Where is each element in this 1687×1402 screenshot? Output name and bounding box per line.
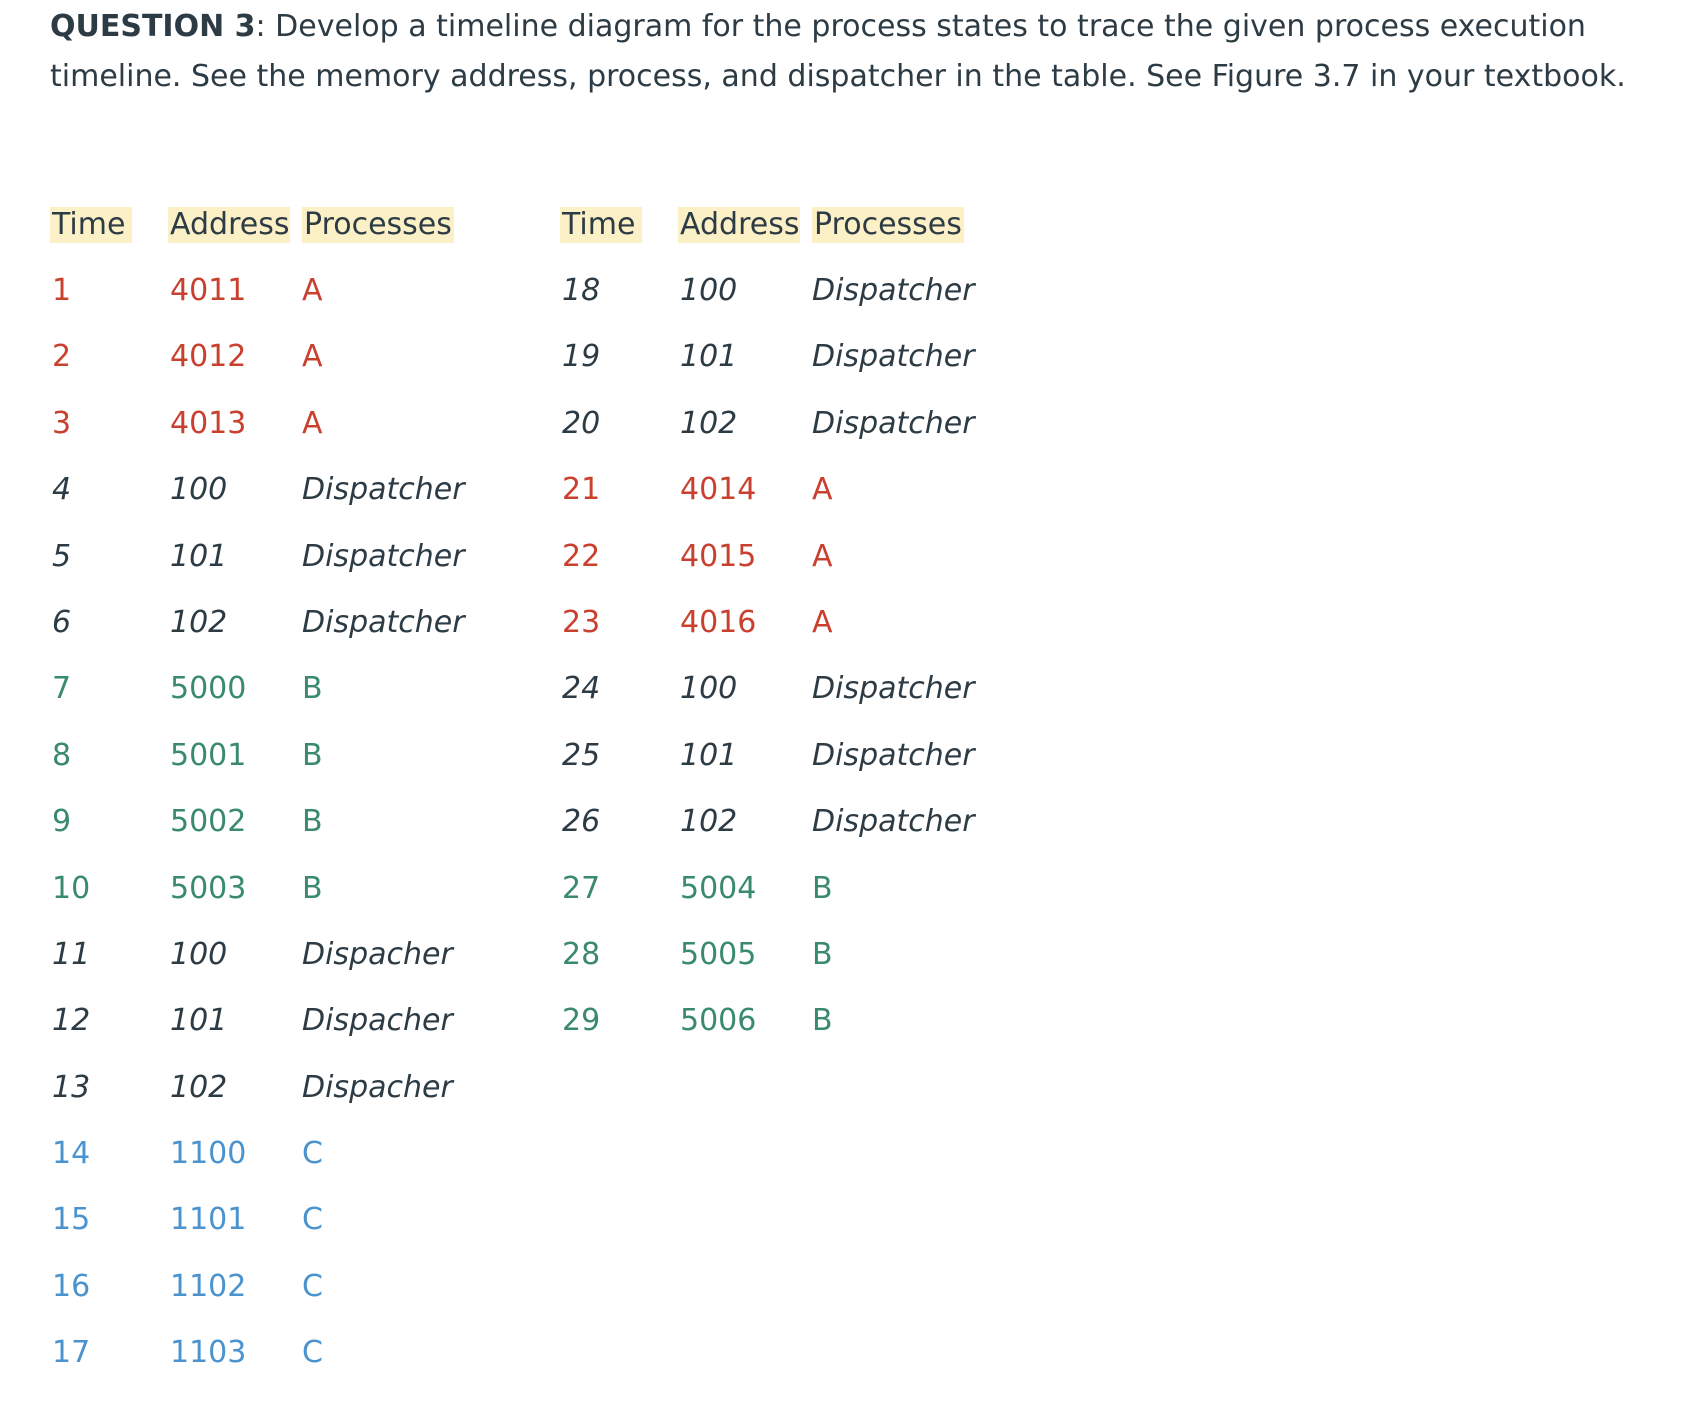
process-cell: B xyxy=(302,870,323,906)
time-cell: 5 xyxy=(52,538,72,574)
address-cell: 100 xyxy=(680,671,738,707)
process-cell: Dispatcher xyxy=(812,339,975,375)
time-cell: 3 xyxy=(52,405,72,441)
process-cell: A xyxy=(302,405,323,441)
time-cell: 8 xyxy=(52,737,72,773)
process-cell: C xyxy=(302,1268,323,1304)
address-cell: 5000 xyxy=(170,671,247,707)
time-cell: 25 xyxy=(562,737,601,773)
address-cell: 4012 xyxy=(170,339,247,375)
process-cell: A xyxy=(302,339,323,375)
address-cell: 1103 xyxy=(170,1335,247,1371)
address-cell: 5002 xyxy=(170,804,247,840)
time-cell: 19 xyxy=(562,339,601,375)
address-cell: 4016 xyxy=(680,604,757,640)
time-cell: 1 xyxy=(52,273,72,308)
time-cell: 4 xyxy=(52,472,72,508)
address-cell: 100 xyxy=(170,472,228,508)
address-cell: 1102 xyxy=(170,1268,247,1304)
header-address: Address xyxy=(680,207,800,242)
address-cell: 4011 xyxy=(170,273,247,308)
process-cell: B xyxy=(302,804,323,840)
address-cell: 102 xyxy=(680,804,738,840)
process-cell: B xyxy=(812,936,833,972)
time-cell: 23 xyxy=(562,604,601,640)
process-cell: C xyxy=(302,1202,323,1238)
address-cell: 102 xyxy=(170,1069,228,1105)
time-cell: 18 xyxy=(562,273,601,308)
time-cell: 26 xyxy=(562,804,601,840)
process-cell: B xyxy=(302,671,323,707)
process-cell: A xyxy=(812,604,833,640)
address-cell: 101 xyxy=(680,737,738,773)
process-cell: C xyxy=(302,1136,323,1172)
address-cell: 1101 xyxy=(170,1202,247,1238)
address-cell: 101 xyxy=(680,339,738,375)
process-cell: C xyxy=(302,1335,323,1371)
process-cell: Dispatcher xyxy=(302,472,465,508)
address-cell: 101 xyxy=(170,538,228,574)
header-processes: Processes xyxy=(302,207,454,243)
process-cell: Dispacher xyxy=(302,936,453,972)
process-cell: Dispatcher xyxy=(812,737,975,773)
time-cell: 22 xyxy=(562,538,601,574)
address-cell: 102 xyxy=(680,405,738,441)
header-time: Time xyxy=(560,207,642,243)
header-time: Time xyxy=(50,207,132,243)
process-cell: B xyxy=(812,1003,833,1039)
time-cell: 16 xyxy=(52,1268,91,1304)
time-cell: 15 xyxy=(52,1202,91,1238)
address-cell: 4013 xyxy=(170,405,247,441)
process-cell: B xyxy=(812,870,833,906)
question-body: : Develop a timeline diagram for the process states to trace the given process execution timeline. See the memory address, process, and dispatcher in the table. See Figure 3.7 in your textbook. xyxy=(50,9,1626,94)
process-cell: Dispatcher xyxy=(302,538,465,574)
time-cell: 7 xyxy=(52,671,72,707)
process-cell: Dispatcher xyxy=(812,405,975,441)
time-cell: 28 xyxy=(562,936,601,972)
address-cell: 5003 xyxy=(170,870,247,906)
time-cell: 24 xyxy=(562,671,601,707)
address-cell: 5001 xyxy=(170,737,247,773)
time-cell: 11 xyxy=(52,936,91,972)
time-cell: 12 xyxy=(52,1003,91,1039)
process-cell: Dispatcher xyxy=(812,273,975,308)
time-cell: 2 xyxy=(52,339,72,375)
time-cell: 6 xyxy=(52,604,72,640)
process-cell: Dispacher xyxy=(302,1003,453,1039)
time-cell: 21 xyxy=(562,472,601,508)
address-cell: 5004 xyxy=(680,870,757,906)
address-cell: 4014 xyxy=(680,472,757,508)
process-cell: A xyxy=(812,538,833,574)
address-cell: 5006 xyxy=(680,1003,757,1039)
process-cell: A xyxy=(302,273,323,308)
time-cell: 29 xyxy=(562,1003,601,1039)
process-cell: Dispatcher xyxy=(812,671,975,707)
header-processes: Processes xyxy=(812,207,964,243)
address-cell: 102 xyxy=(170,604,228,640)
address-cell: 100 xyxy=(680,273,738,308)
process-cell: Dispacher xyxy=(302,1069,453,1105)
time-cell: 14 xyxy=(52,1136,91,1172)
time-cell: 13 xyxy=(52,1069,91,1105)
address-cell: 1100 xyxy=(170,1136,247,1172)
time-cell: 17 xyxy=(52,1335,91,1371)
address-cell: 101 xyxy=(170,1003,228,1039)
time-cell: 20 xyxy=(562,405,601,441)
address-cell: 100 xyxy=(170,936,228,972)
address-cell: 5005 xyxy=(680,936,757,972)
process-cell: Dispatcher xyxy=(812,804,975,840)
process-cell: B xyxy=(302,737,323,773)
address-cell: 4015 xyxy=(680,538,757,574)
time-cell: 9 xyxy=(52,804,72,840)
header-address: Address xyxy=(170,207,290,242)
question-label: QUESTION 3 xyxy=(50,9,256,44)
process-cell: A xyxy=(812,472,833,508)
time-cell: 27 xyxy=(562,870,601,906)
process-cell: Dispatcher xyxy=(302,604,465,640)
question-text xyxy=(50,2,1670,102)
time-cell: 10 xyxy=(52,870,91,906)
